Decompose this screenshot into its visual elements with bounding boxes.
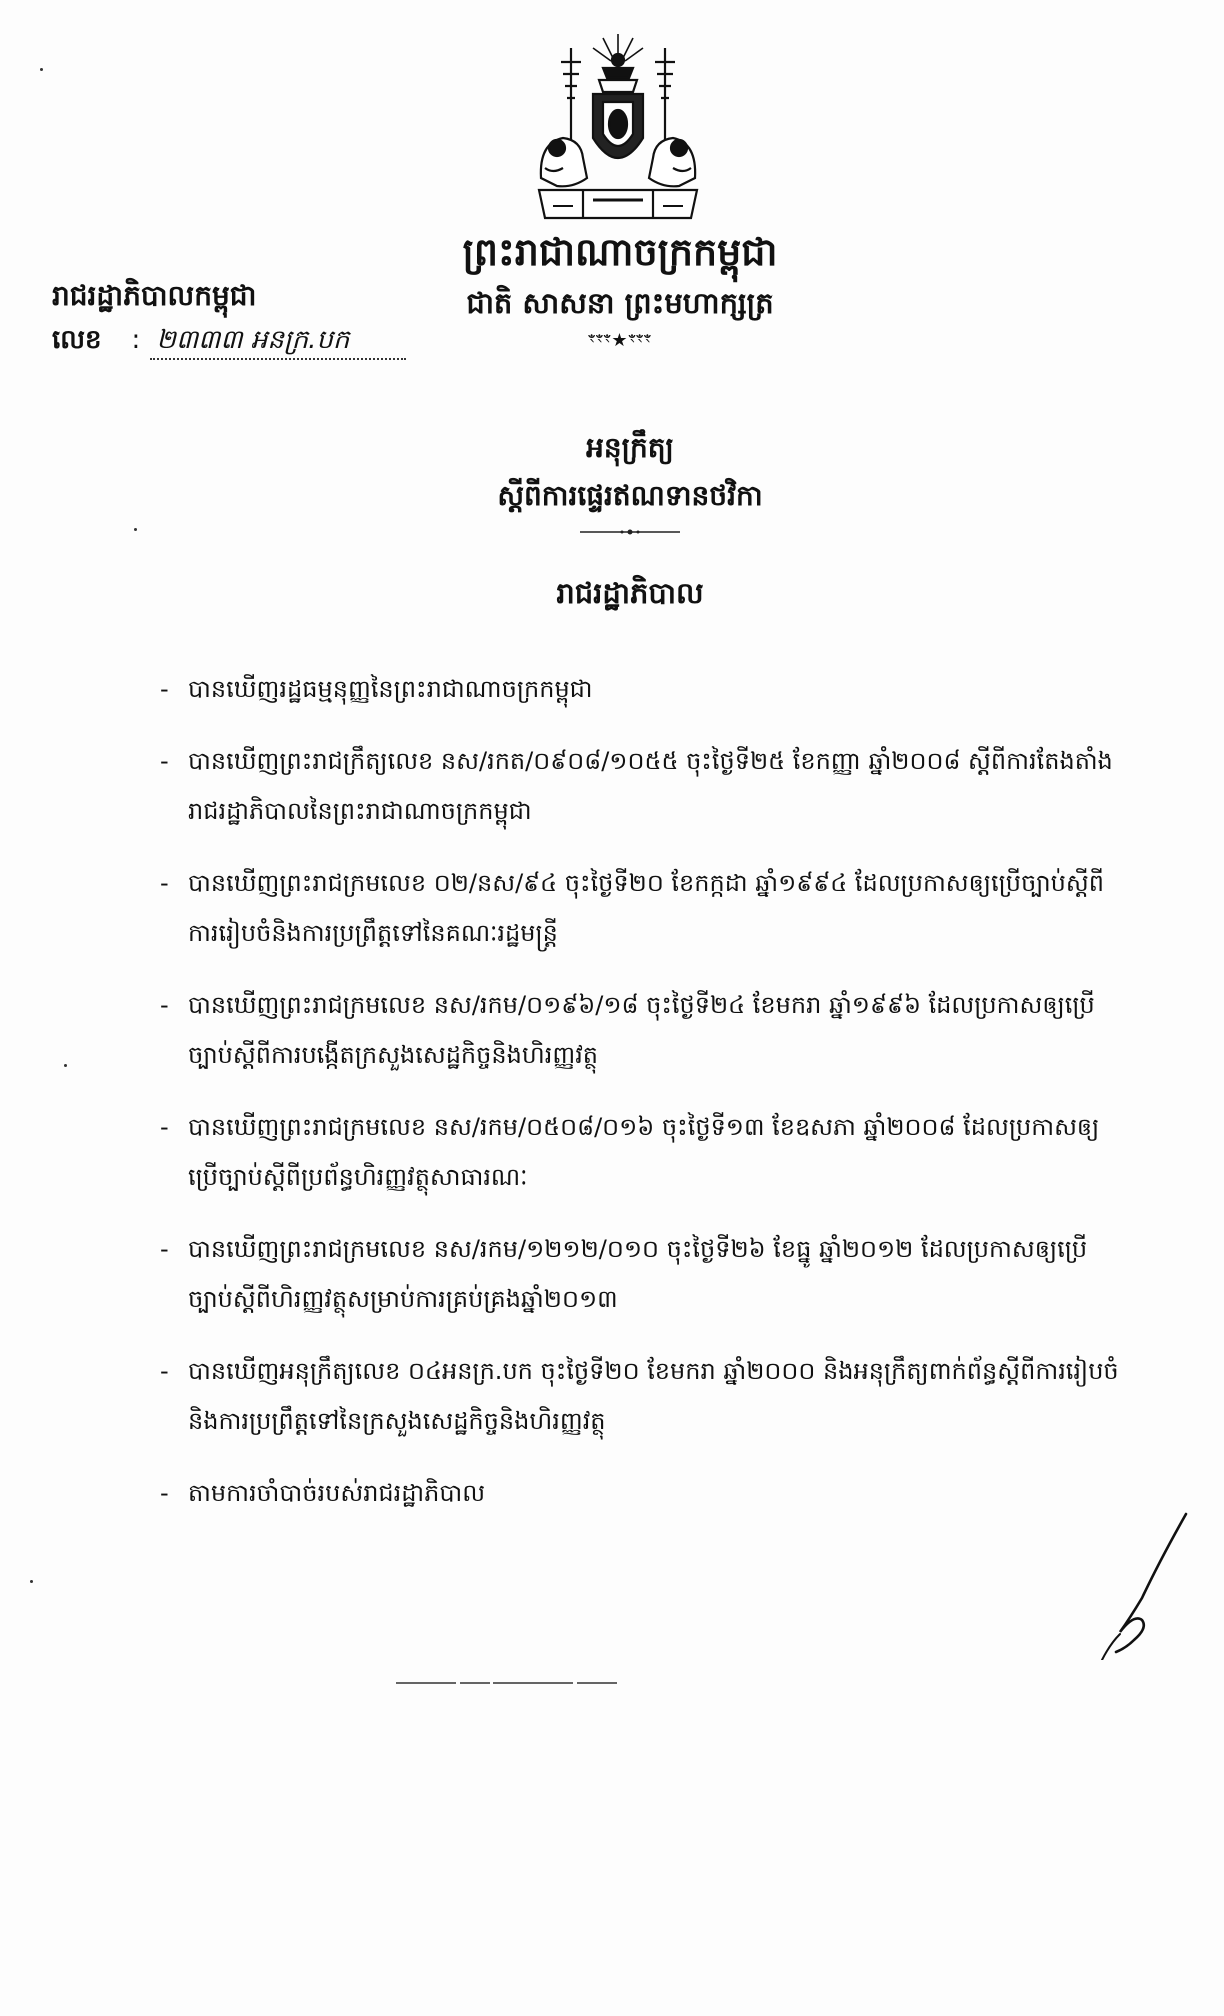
list-item	[160, 1224, 1120, 1324]
footer-rule	[396, 1681, 636, 1685]
clause-text: បានឃើញព្រះរាជក្រមលេខ នស/រកម/១២១២/០១០ ចុះថ្ងៃទី២៦ ខែធ្នូ ឆ្នាំ២០១២ ដែលប្រកាសឲ្យប្រើច្បាប់ស្តីពីហិរញ្ញវត្ថុសម្រាប់ការគ្រប់គ្រងឆ្នាំ២០១៣	[188, 1235, 1088, 1313]
scan-speck	[134, 528, 137, 531]
kingdom-title: ព្រះរាជាណាចក្រកម្ពុជា	[462, 230, 778, 274]
clause-text: តាមការចាំបាច់របស់រាជរដ្ឋាភិបាល	[188, 1479, 486, 1507]
clause-text: បានឃើញព្រះរាជក្រមលេខ នស/រកម/០១៩៦/១៨ ចុះថ្ងៃទី២៤ ខែមករា ឆ្នាំ១៩៩៦ ដែលប្រកាសឲ្យប្រើច្បាប់ស្តីពីការបង្កើតក្រសួងសេដ្ឋកិច្ចនិងហិរញ្ញវត្ថុ	[188, 991, 1095, 1069]
reference-line	[52, 322, 406, 362]
reference-label: លេខ	[52, 325, 102, 355]
list-dash: -	[160, 747, 169, 775]
clause-text: បានឃើញព្រះរាជក្រមលេខ ០២/នស/៩៤ ចុះថ្ងៃទី២០ ខែកក្កដា ឆ្នាំ១៩៩៤ ដែលប្រកាសឲ្យប្រើច្បាប់ស្តីពីការរៀបចំនិងការប្រព្រឹត្តទៅនៃគណៈរដ្ឋមន្ត្រី	[188, 869, 1104, 947]
document-subject: ស្តីពីការផ្ទេរឥណទានថវិកា	[497, 479, 763, 512]
list-item	[160, 736, 1120, 836]
list-dash: -	[160, 1113, 169, 1141]
scan-speck	[40, 68, 43, 71]
list-item	[160, 858, 1120, 958]
clause-text: បានឃើញព្រះរាជក្រឹត្យលេខ នស/រកត/០៩០៨/១០៥៥ ចុះថ្ងៃទី២៥ ខែកញ្ញា ឆ្នាំ២០០៨ ស្តីពីការតែងតាំងរាជរដ្ឋាភិបាលនៃព្រះរាជាណាចក្រកម្ពុជា	[188, 747, 1113, 825]
list-dash: -	[160, 1479, 169, 1507]
list-item	[160, 980, 1120, 1080]
list-item	[160, 1102, 1120, 1202]
document-type: អនុក្រឹត្យ	[586, 431, 674, 464]
title-divider	[580, 527, 680, 537]
clause-text: បានឃើញរដ្ឋធម្មនុញ្ញនៃព្រះរាជាណាចក្រកម្ពុជា	[188, 675, 593, 703]
section-title: រាជរដ្ឋាភិបាល	[556, 576, 704, 610]
national-motto: ជាតិ សាសនា ព្រះមហាក្សត្រ	[466, 286, 774, 320]
reference-colon: :	[131, 325, 141, 355]
issuer-name: រាជរដ្ឋាភិបាលកម្ពុជា	[52, 279, 257, 312]
list-dash: -	[160, 869, 169, 897]
motto-ornament: ꣳꣳꣳ★ꣳꣳꣳ	[588, 330, 652, 351]
list-dash: -	[160, 1235, 169, 1263]
list-item	[160, 1346, 1120, 1446]
list-dash: -	[160, 1357, 169, 1385]
clause-text: បានឃើញព្រះរាជក្រមលេខ នស/រកម/០៥០៨/០១៦ ចុះថ្ងៃទី១៣ ខែឧសភា ឆ្នាំ២០០៨ ដែលប្រកាសឲ្យប្រើច្បាប់ស្តីពីប្រព័ន្ធហិរញ្ញវត្ថុសាធារណៈ	[188, 1113, 1100, 1191]
list-item	[160, 664, 1120, 714]
scan-speck	[64, 1064, 67, 1067]
list-item	[160, 1468, 1120, 1518]
scan-speck	[30, 1580, 33, 1583]
royal-emblem-icon	[533, 28, 703, 228]
reference-number: ២៣៣៣ អនក្រ.បក	[150, 322, 406, 360]
considerations-list	[160, 664, 1120, 1540]
clause-text: បានឃើញអនុក្រឹត្យលេខ ០៤អនក្រ.បក ចុះថ្ងៃទី២០ ខែមករា ឆ្នាំ២០០០ និងអនុក្រឹត្យពាក់ព័ន្ធស្តីពីការរៀបចំនិងការប្រព្រឹត្តទៅនៃក្រសួងសេដ្ឋកិច្ចនិងហិរញ្ញវត្ថុ	[188, 1357, 1119, 1435]
list-dash: -	[160, 991, 169, 1019]
signature-icon	[1090, 1510, 1190, 1660]
list-dash: -	[160, 675, 169, 703]
